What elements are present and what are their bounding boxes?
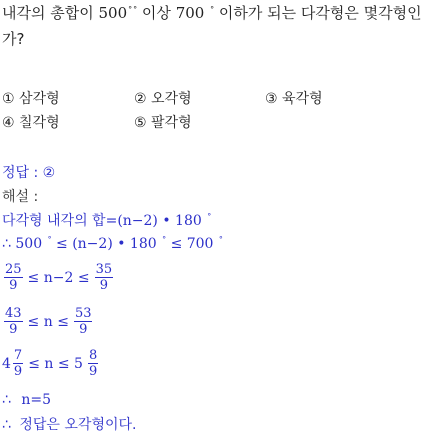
denominator: 9 [9,322,18,337]
solution-line-6 [2,392,51,408]
fraction [13,348,23,379]
denominator: 9 [79,322,88,337]
numerator: 53 [74,306,92,321]
degree-sign: ° [47,235,52,244]
numerator: 25 [5,262,22,277]
solution-header: 해설 : [2,189,39,205]
numerator: 7 [13,348,23,363]
solution-math: ≤ n ≤ [27,313,69,330]
choice-label: 삼각형 [19,91,60,107]
solution-line-4 [2,306,94,337]
therefore-symbol: ∴ [2,236,11,252]
choice-marker: ③ [265,91,278,107]
numerator: 8 [88,348,98,363]
choice-label: 팔각형 [151,115,192,131]
numerator: 35 [95,262,113,277]
denominator: 9 [88,364,98,379]
choice-1[interactable] [2,88,60,108]
degree-sign: ° [133,5,138,14]
denominator: 9 [13,364,23,379]
denominator: 9 [99,278,108,293]
solution-line-1 [2,210,211,230]
solution-text: 정답은 오각형이다. [19,417,137,433]
solution-line-2 [2,236,223,252]
choice-label: 육각형 [282,91,323,107]
choice-4[interactable] [2,112,60,132]
choice-2[interactable] [134,88,192,108]
degree-sign: ° [128,5,133,14]
solution-math: n=5 [21,392,52,408]
solution-math: ≤ n−2 ≤ [27,269,90,286]
degree-sign: ° [207,212,212,221]
therefore-symbol: ∴ [2,417,11,433]
solution-math: (n−2) • 180 [117,213,202,229]
degree-sign: ° [218,235,223,244]
question-text: 내각의 총합이 [2,4,94,22]
question-text: 이상 [141,4,171,22]
solution-math: 500 [15,236,43,252]
solution-line-3 [2,262,115,293]
solution-math: ≤ 700 [170,236,214,252]
choice-marker: ④ [2,115,15,131]
denominator: 9 [9,278,18,293]
fraction [4,306,23,337]
choice-marker: ⑤ [134,115,147,131]
choice-marker: ② [134,91,147,107]
fraction [88,348,98,379]
solution-text: 다각형 내각의 합= [2,213,118,229]
question-text: 이하가 되는 다각형은 몇각형인 [218,4,422,22]
fraction [95,262,114,293]
answer-line [2,162,55,182]
choice-marker: ① [2,91,15,107]
choice-label: 칠각형 [19,115,60,131]
answer-label: 정답 : [2,165,39,181]
choice-label: 오각형 [151,91,192,107]
whole-number: 4 [2,355,11,372]
angle-500: 500 [98,4,128,22]
therefore-symbol: ∴ [2,392,11,408]
question-line-2: 가? [2,30,25,48]
answer-value: ② [42,165,56,181]
fraction [4,262,23,293]
numerator: 43 [5,306,22,321]
solution-line-5 [2,348,100,379]
angle-700: 700 [175,4,205,22]
fraction [74,306,93,337]
degree-sign: ° [162,235,167,244]
choice-3[interactable] [265,88,323,108]
solution-math: ≤ n ≤ 5 [28,355,83,372]
degree-sign: ° [210,5,215,14]
solution-line-7 [2,414,136,434]
solution-math: ≤ (n−2) • 180 [56,236,157,252]
question-line-1 [2,0,422,29]
choice-5[interactable] [134,112,192,132]
